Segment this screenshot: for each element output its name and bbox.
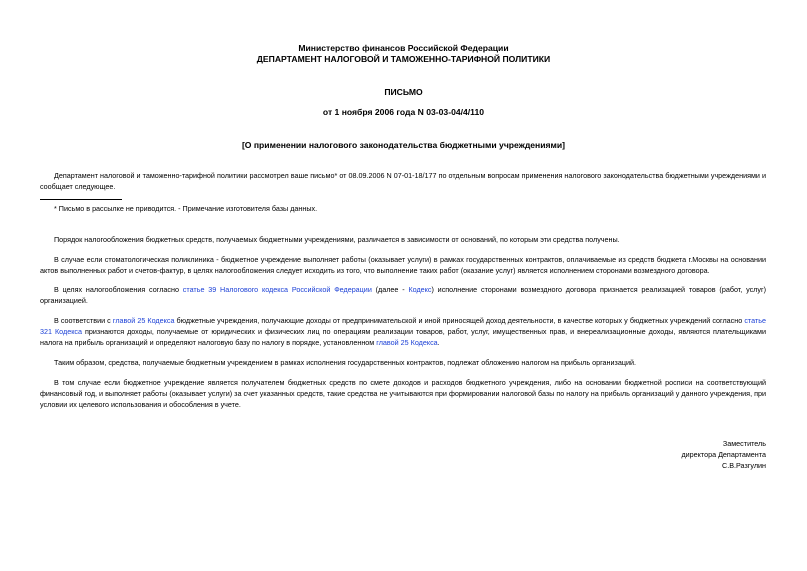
- paragraph-5-text: Таким образом, средства, получаемые бюджетным учреждением в рамках исполнения государственных контрактов, подлежат обложению налогом на прибыль организаций.: [54, 358, 636, 367]
- intro-text: Департамент налоговой и таможенно-тарифной политики рассмотрел ваше письмо* от 08.09.2006 N 07-01-18/177 по отдельным вопросам применения налогового законодательства бюджетными учреждениями и сообщает следующее.: [40, 171, 766, 192]
- paragraph-3-text-a: В целях налогообложения согласно: [54, 285, 183, 294]
- paragraph-4-text-a: В соответствии с: [54, 316, 113, 325]
- ministry-title: Министерство финансов Российской Федерации: [298, 43, 509, 53]
- footnote-text: * Письмо в рассылке не приводится. - Примечание изготовителя базы данных.: [54, 204, 318, 213]
- footnote-divider: [40, 199, 122, 200]
- paragraph-4: [40, 315, 766, 349]
- paragraph-4-text-c: признаются доходы, получаемые от юридических и физических лиц по операциям реализации товаров, работ, услуг, имущественных прав, и внереализационные доходы, являются плательщиками налога на прибыль организаций и определяют налоговую базу по налогу в порядке, установленном: [40, 327, 766, 348]
- chapter-25-link[interactable]: главой 25 Кодекса: [112, 316, 175, 325]
- article-321-link[interactable]: статье 321 Кодекса: [40, 316, 767, 337]
- paragraph-1: [40, 234, 766, 245]
- chapter-25-link-2[interactable]: главой 25 Кодекса: [376, 338, 438, 348]
- paragraph-4-text-b: бюджетные учреждения, получающие доходы от предпринимательской и иной приносящей доход деятельности, в качестве которых у бюджетных учреждений согласно: [174, 316, 745, 325]
- document-date-number: от 1 ноября 2006 года N 03-03-04/4/110: [322, 107, 485, 117]
- signature-position: директора Департамента: [681, 450, 766, 459]
- signature-title: Заместитель: [722, 439, 766, 448]
- intro-paragraph: [40, 170, 766, 192]
- paragraph-5: [40, 357, 766, 368]
- paragraph-6-text: В том случае если бюджетное учреждение является получателем бюджетных средств по смете доходов и расходов бюджетного учреждения, либо на основании бюджетной росписи на соответствующий финансовый год, и выполняет работы (оказывает услуги) за счет указанных средств, такие средства не учитываются при формировании налоговой базы по налогу на прибыль организаций у данного учреждения, при условии их целевого использования и обособления в учете.: [40, 378, 766, 410]
- paragraph-2: [40, 254, 766, 276]
- paragraph-6: [40, 377, 766, 411]
- signature-name: С.В.Разгулин: [722, 461, 766, 470]
- paragraph-1-text: Порядок налогообложения бюджетных средств, получаемых бюджетными учреждениями, различается в зависимости от оснований, по которым эти средства получены.: [54, 235, 620, 244]
- paragraph-4-text-d: .: [437, 338, 440, 348]
- paragraph-3: [40, 284, 766, 306]
- footnote: [40, 203, 766, 214]
- article-39-link[interactable]: статье 39 Налогового кодекса Российской Федерации: [182, 285, 372, 294]
- paragraph-3-text-b: (далее -: [371, 285, 409, 294]
- paragraph-2-text: В случае если стоматологическая поликлиника - бюджетное учреждение выполняет работы (оказывает услуги) в рамках государственных контрактов, оплачиваемые из средств бюджета г.Москвы на основании актов выполненных работ и счетов-фактур, в целях налогообложения следует исходить из того, что выполнение таких работ (оказание услуг) является исполнением сторонами возмездного договора.: [40, 255, 766, 276]
- document-type: ПИСЬМО: [384, 87, 423, 97]
- department-title: ДЕПАРТАМЕНТ НАЛОГОВОЙ И ТАМОЖЕННО-ТАРИФНОЙ ПОЛИТИКИ: [256, 54, 551, 64]
- document-subject: [О применении налогового законодательства бюджетными учреждениями]: [241, 140, 566, 150]
- code-link[interactable]: Кодекс: [408, 285, 432, 294]
- paragraph-3-text-c: ) исполнение сторонами возмездного договора признается реализацией товаров (работ, услуг) организацией.: [40, 285, 766, 306]
